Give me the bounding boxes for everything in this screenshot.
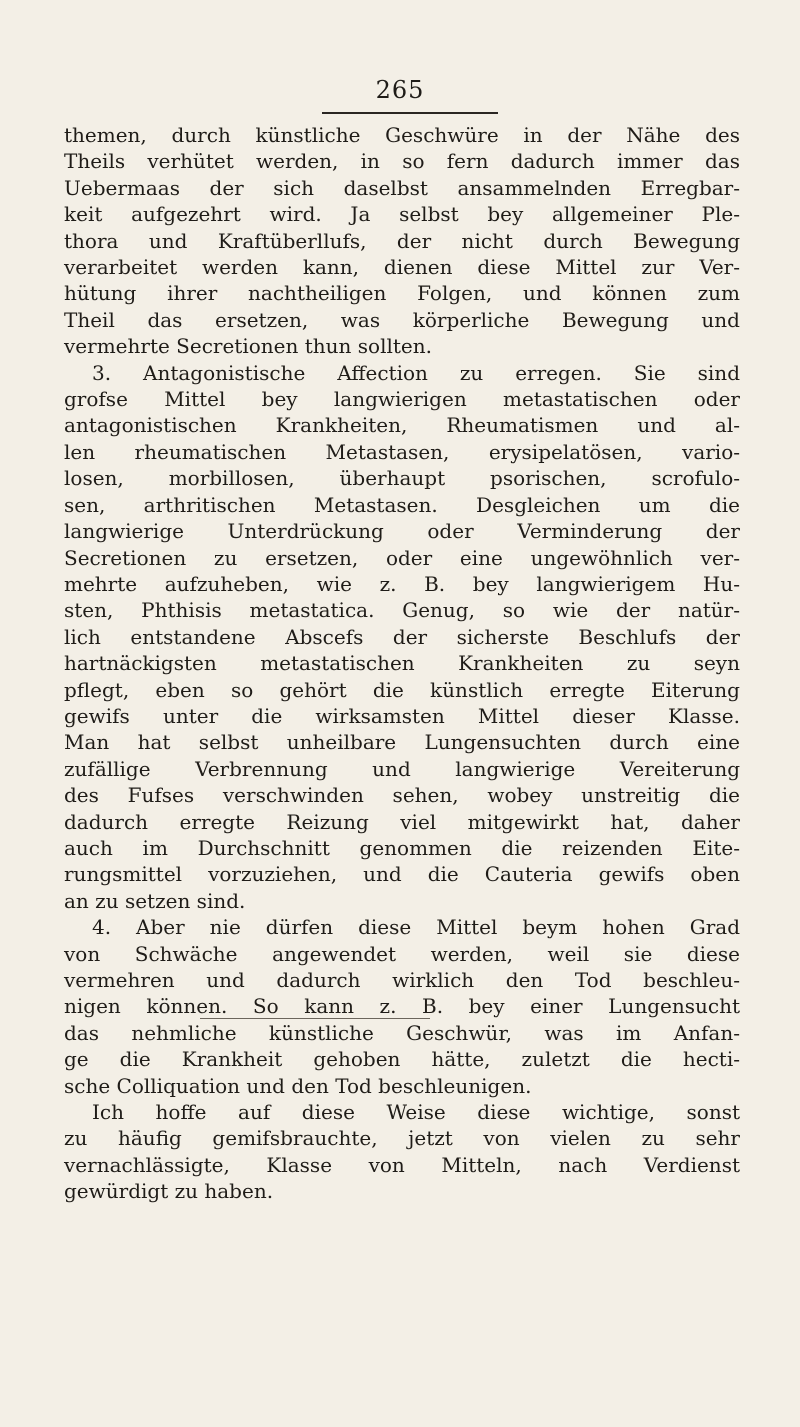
text-line: sen, arthritischen Metastasen. Desgleichen um die [64,492,740,517]
text-line: 3. Antagonistische Affection zu erregen. Sie sind [92,360,740,385]
text-line: auch im Durchschnitt genommen die reizenden Eite- [64,835,740,860]
text-line: themen, durch künstliche Geschwüre in der Nähe des [64,123,740,147]
text-line: sten, Phthisis metastatica. Genug, so wie der natür- [64,598,740,623]
text-line: thora und Kraftüberllufs, der nicht durch Bewegung [64,228,740,253]
text-line: nigen können. So kann z. B. bey einer Lungensucht [64,994,740,1019]
text-line: ge die Krankheit gehoben hätte, zuletzt die hecti- [64,1047,740,1072]
header-rule [322,112,498,114]
text-line: Theils verhütet werden, in so fern dadurch immer das [64,149,740,174]
text-line: len rheumatischen Metastasen, erysipelatösen, vario- [64,439,740,464]
text-line: rungsmittel vorzuziehen, und die Cauteria gewifs oben [64,862,740,887]
text-line: gewifs unter die wirksamsten Mittel dieser Klasse. [64,703,740,728]
text-line: vermehren und dadurch wirklich den Tod beschleu- [64,968,740,992]
text-line: vernachlässigte, Klasse von Mitteln, nach Verdienst [64,1152,740,1177]
text-line: von Schwäche angewendet werden, weil sie diese [64,941,740,966]
text-line: gewürdigt zu haben. [64,1179,274,1204]
text-line: Ich hoffe auf diese Weise diese wichtige, sonst [92,1100,740,1125]
text-line: dadurch erregte Reizung viel mitgewirkt hat, daher [64,809,740,834]
text-line: zufällige Verbrennung und langwierige Vereiterung [64,756,740,781]
text-line: langwierige Unterdrückung oder Verminderung der [64,519,740,544]
text-line: Uebermaas der sich daselbst ansammelnden Erregbar- [64,175,740,200]
text-line: Secretionen zu ersetzen, oder eine ungewöhnlich ver- [64,545,740,570]
text-line: keit aufgezehrt wird. Ja selbst bey allgemeiner Ple- [64,202,740,227]
text-line: vermehrte Secretionen thun sollten. [64,334,432,359]
text-line: verarbeitet werden kann, dienen diese Mittel zur Ver- [64,255,740,280]
text-line: hartnäckigsten metastatischen Krankheiten zu seyn [64,651,740,676]
text-line: Theil das ersetzen, was körperliche Bewegung und [64,307,740,332]
text-line: losen, morbillosen, überhaupt psorischen, scrofulo- [64,466,740,491]
text-line: des Fufses verschwinden sehen, wobey unstreitig die [64,783,740,808]
text-line: grofse Mittel bey langwierigen metastatischen oder [64,387,740,412]
text-line: mehrte aufzuheben, wie z. B. bey langwierigem Hu- [64,571,740,596]
text-line: hütung ihrer nachtheiligen Folgen, und können zum [64,281,740,306]
text-line: lich entstandene Abscefs der sicherste Beschlufs der [64,624,740,649]
end-rule [200,1018,430,1019]
text-line: zu häufig gemifsbrauchte, jetzt von vielen zu sehr [64,1126,740,1151]
text-line: Man hat selbst unheilbare Lungensuchten durch eine [64,730,740,755]
text-line: sche Colliquation und den Tod beschleunigen. [64,1073,532,1098]
text-line: 4. Aber nie dürfen diese Mittel beym hohen Grad [92,915,740,940]
page-number: 265 [375,76,425,104]
text-line: antagonistischen Krankheiten, Rheumatismen und al- [64,413,740,438]
body-text [64,122,740,1205]
text-line: pflegt, eben so gehört die künstlich erregte Eiterung [64,677,740,702]
text-line: das nehmliche künstliche Geschwür, was im Anfan- [64,1020,740,1045]
text-line: an zu setzen sind. [64,888,246,913]
